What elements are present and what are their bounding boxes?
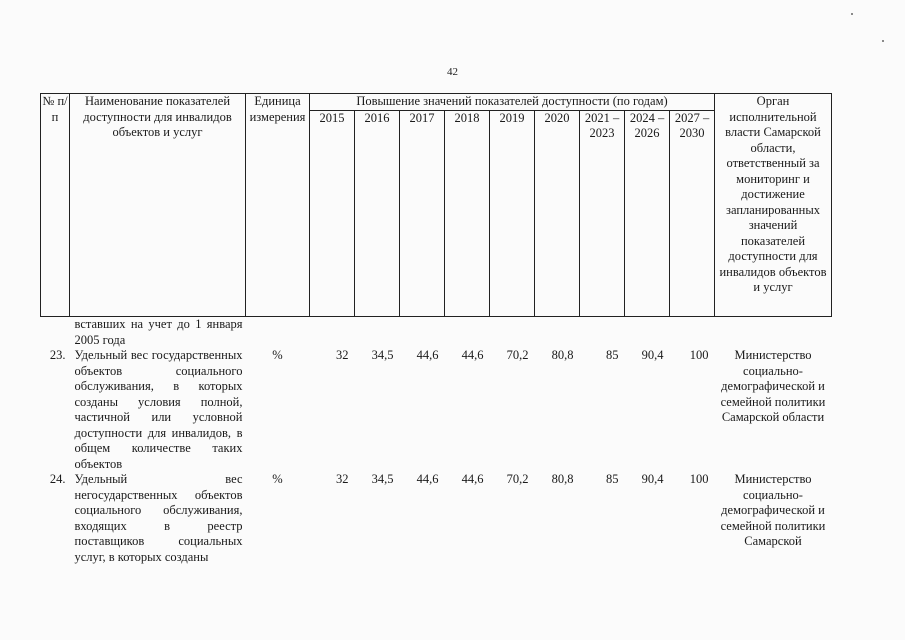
value-cell: 32 bbox=[336, 472, 349, 486]
value-cell: 44,6 bbox=[416, 472, 439, 486]
indicator-name: Удельный вес государственных объектов социального обслуживания, в которых созданы условия полной, частичной или условной доступности для инвалидов, в общем количестве таких объектов bbox=[74, 348, 243, 471]
value-cell: 90,4 bbox=[641, 472, 664, 486]
header-year: 2015 bbox=[310, 110, 355, 317]
header-responsible-organ: Орган исполнительной власти Самарской области, ответственный за мониторинг и достижение запланированных значений показателей доступности для инвалидов объектов и услуг bbox=[715, 94, 832, 317]
empty-cell bbox=[246, 317, 832, 349]
value-cell: 44,6 bbox=[461, 472, 484, 486]
header-years-group: Повышение значений показателей доступности (по годам) bbox=[310, 94, 715, 111]
scan-speck bbox=[851, 13, 853, 15]
header-year: 2019 bbox=[490, 110, 535, 317]
value-cell: 100 bbox=[689, 348, 709, 362]
indicators-table bbox=[40, 93, 832, 565]
continuation-text: вставших на учет до 1 января 2005 года bbox=[74, 317, 243, 347]
header-year: 2024 – 2026 bbox=[625, 110, 670, 317]
header-year: 2016 bbox=[355, 110, 400, 317]
value-cell: 70,2 bbox=[506, 348, 529, 362]
table-row bbox=[41, 348, 832, 472]
continuation-row bbox=[41, 317, 832, 349]
value-cell: 32 bbox=[336, 348, 349, 362]
scan-speck bbox=[882, 40, 884, 42]
organ-cell: Министерство социально-демографической и семейной политики Самарской bbox=[720, 472, 826, 548]
value-cell: 85 bbox=[606, 472, 619, 486]
header-year: 2021 – 2023 bbox=[580, 110, 625, 317]
value-cell: 100 bbox=[689, 472, 709, 486]
value-cell: 34,5 bbox=[371, 348, 394, 362]
value-cell: 70,2 bbox=[506, 472, 529, 486]
value-cell: 85 bbox=[606, 348, 619, 362]
header-num: № п/п bbox=[41, 94, 70, 317]
unit-cell: % bbox=[272, 472, 283, 486]
value-cell: 34,5 bbox=[371, 472, 394, 486]
value-cell: 80,8 bbox=[551, 472, 574, 486]
value-cell: 44,6 bbox=[461, 348, 484, 362]
unit-cell: % bbox=[272, 348, 283, 362]
header-unit: Единица измерения bbox=[246, 94, 310, 317]
row-num: 24. bbox=[49, 472, 66, 486]
header-year: 2020 bbox=[535, 110, 580, 317]
table-row bbox=[41, 472, 832, 565]
value-cell: 90,4 bbox=[641, 348, 664, 362]
header-year: 2017 bbox=[400, 110, 445, 317]
row-num: 23. bbox=[49, 348, 66, 362]
header-row-1 bbox=[41, 94, 832, 111]
value-cell: 44,6 bbox=[416, 348, 439, 362]
row-num bbox=[41, 317, 70, 349]
header-year: 2018 bbox=[445, 110, 490, 317]
organ-cell: Министерство социально-демографической и семейной политики Самарской области bbox=[720, 348, 826, 424]
header-indicator-name: Наименование показателей доступности для инвалидов объектов и услуг bbox=[70, 94, 246, 317]
header-year: 2027 – 2030 bbox=[670, 110, 715, 317]
page-number: 42 bbox=[447, 66, 458, 78]
indicator-name: Удельный вес негосударственных объектов социального обслуживания, входящих в реестр поставщиков социальных услуг, в которых созданы bbox=[74, 472, 243, 564]
value-cell: 80,8 bbox=[551, 348, 574, 362]
